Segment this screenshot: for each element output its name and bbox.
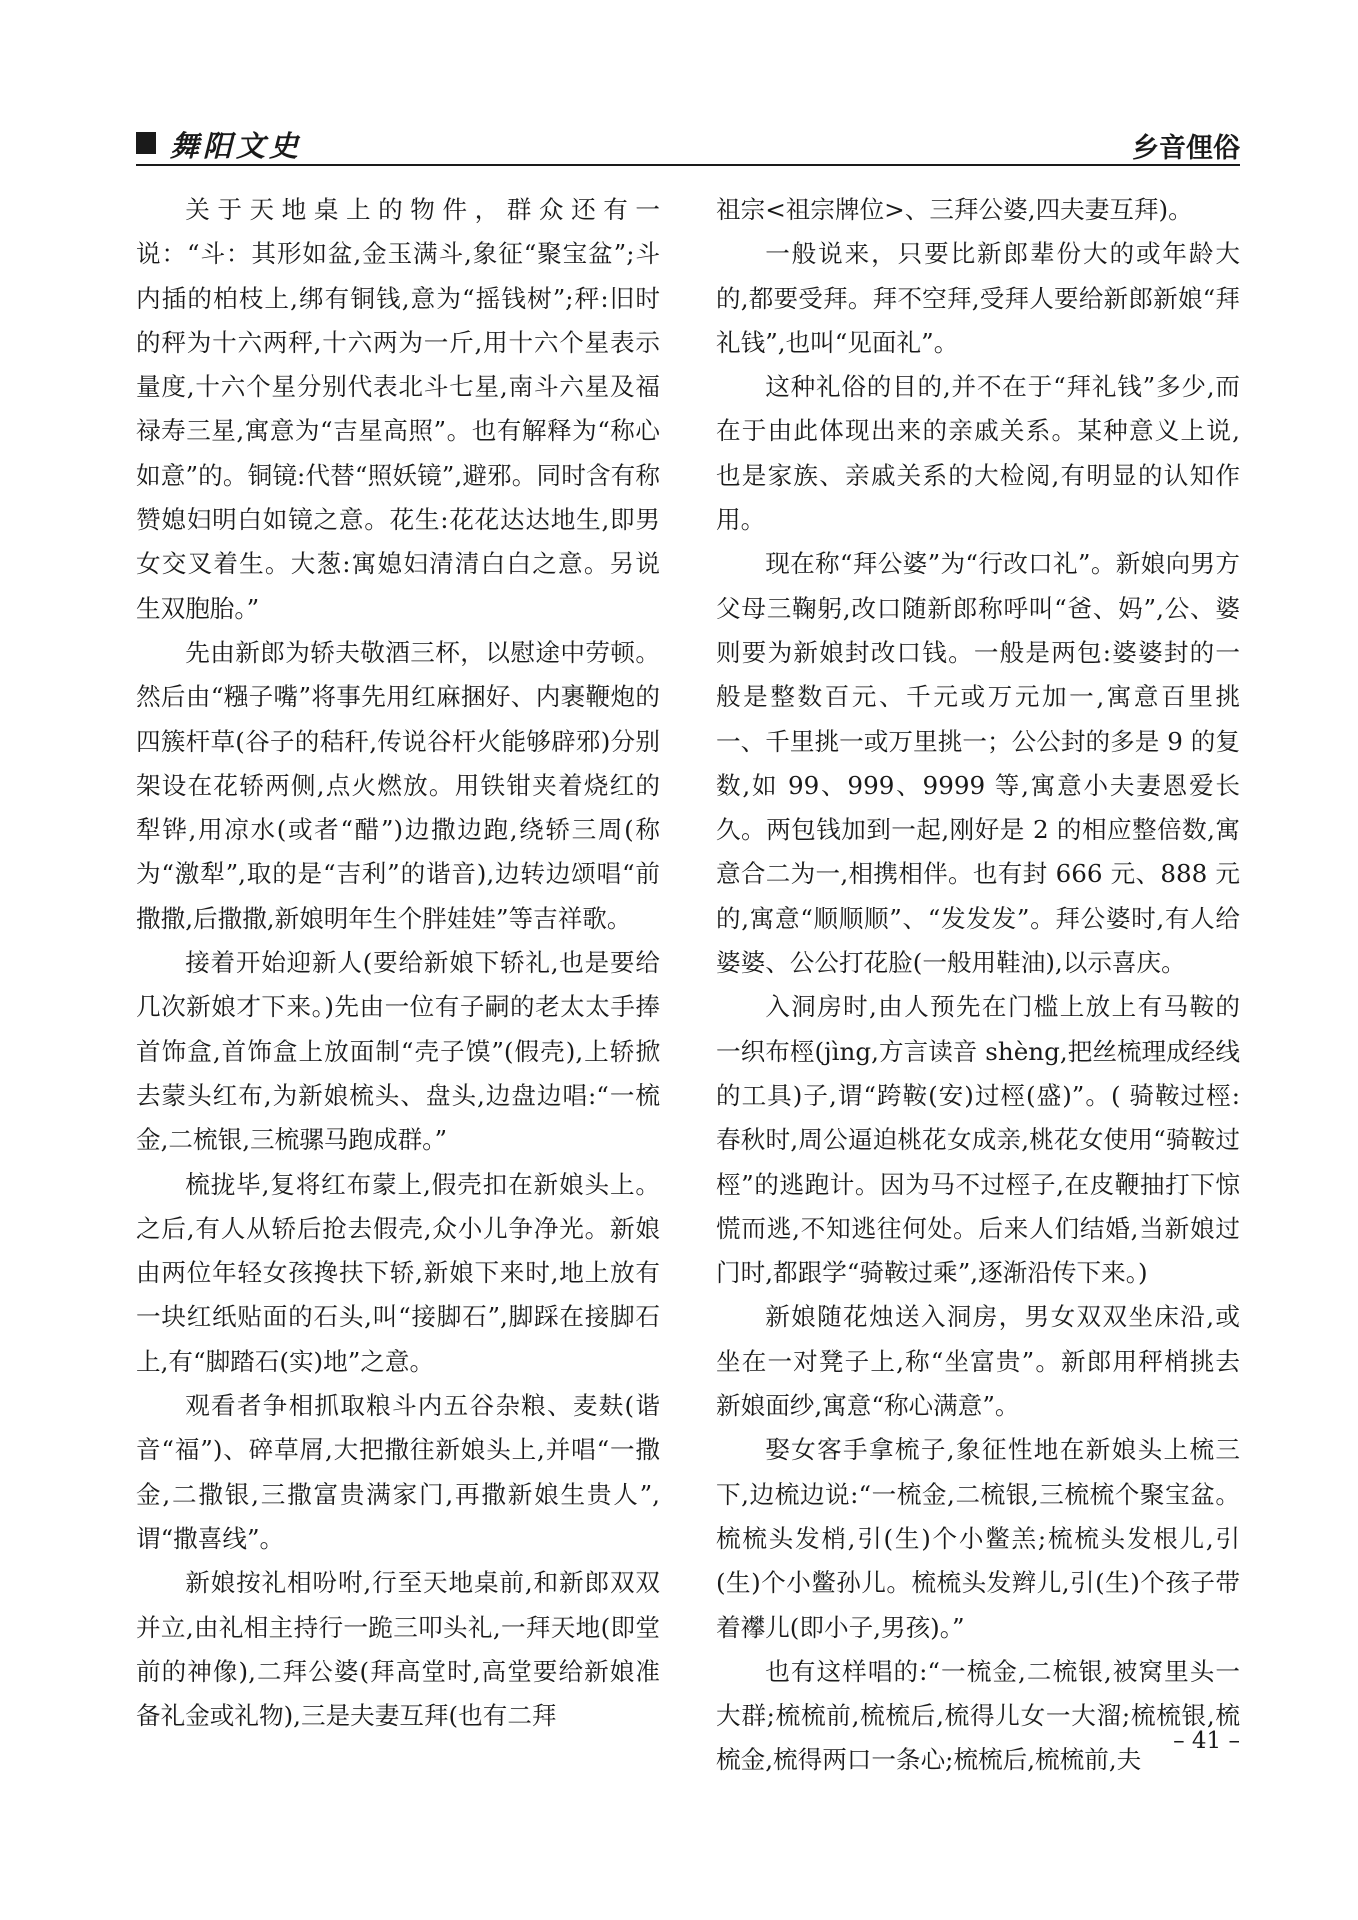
paragraph: 这种礼俗的目的,并不在于“拜礼钱”多少,而在于由此体现出来的亲戚关系。某种意义上说,也是家族、亲戚关系的大检阅,有明显的认知作用。 xyxy=(716,372,1240,535)
paragraph: 先由新郎为轿夫敬酒三杯，以慰途中劳顿。然后由“糨子嘴”将事先用红麻捆好、内裹鞭炮的四簇杆草(谷子的秸秆,传说谷杆火能够辟邪)分别架设在花轿两侧,点火燃放。用铁钳夹着烧红的犁铧,用凉水(或者“醋”)边撒边跑,绕轿三周(称为“激犁”,取的是“吉利”的谐音),边转边颂唱“前撒撒,后撒撒,新娘明年生个胖娃娃”等吉祥歌。 xyxy=(136,637,660,933)
paragraph: 新娘按礼相吩咐,行至天地桌前,和新郎双双并立,由礼相主持行一跪三叩头礼,一拜天地(即堂前的神像),二拜公婆(拜高堂时,高堂要给新娘准备礼金或礼物),三是夫妻互拜(也有二拜 xyxy=(136,1568,660,1731)
paragraph: 现在称“拜公婆”为“行改口礼”。新娘向男方父母三鞠躬,改口随新郎称呼叫“爸、妈”,公、婆则要为新娘封改口钱。一般是两包:婆婆封的一般是整数百元、千元或万元加一,寓意百里挑一、千里挑一或万里挑一；公公封的多是 9 的复数,如 99、999、9999 等,寓意小夫妻恩爱长久。两包钱加到一起,刚好是 2 的相应整倍数,寓意合二为一,相携相伴。也有封 666 元、888 元的,寓意“顺顺顺”、“发发发”。拜公婆时,有人给婆婆、公公打花脸(一般用鞋油),以示喜庆。 xyxy=(716,549,1240,978)
section-title: 乡音俚俗 xyxy=(1132,133,1240,164)
left-column xyxy=(136,188,660,1731)
header-rule xyxy=(136,164,1240,166)
header-square-mark xyxy=(136,132,156,154)
paragraph: 接着开始迎新人(要给新娘下轿礼,也是要给几次新娘才下来。)先由一位有子嗣的老太太手捧首饰盒,首饰盒上放面制“壳子馍”(假壳),上轿掀去蒙头红布,为新娘梳头、盘头,边盘边唱:“一梳金,二梳银,三梳骡马跑成群。” xyxy=(136,948,660,1155)
paragraph: 梳拢毕,复将红布蒙上,假壳扣在新娘头上。之后,有人从轿后抢去假壳,众小儿争净光。新娘由两位年轻女孩搀扶下轿,新娘下来时,地上放有一块红纸贴面的石头,叫“接脚石”,脚踩在接脚石上,有“脚踏石(实)地”之意。 xyxy=(136,1169,660,1376)
running-header xyxy=(136,122,1240,162)
paragraph: 一般说来，只要比新郎辈份大的或年龄大的,都要受拜。拜不空拜,受拜人要给新郎新娘“拜礼钱”,也叫“见面礼”。 xyxy=(716,239,1240,357)
paragraph-continuation: 祖宗<祖宗牌位>、三拜公婆,四夫妻互拜)。 xyxy=(716,195,1193,224)
paragraph: 入洞房时,由人预先在门槛上放上有马鞍的一织布桱(jìng,方言读音 shèng,把丝梳理成经线的工具)子,谓“跨鞍(安)过桱(盛)”。( 骑鞍过桱:春秋时,周公逼迫桃花女成亲,桃花女使用“骑鞍过桱”的逃跑计。因为马不过桱子,在皮鞭抽打下惊慌而逃,不知逃往何处。后来人们结婚,当新娘过门时,都跟学“骑鞍过乘”,逐渐沿传下来。) xyxy=(716,992,1240,1288)
journal-title: 舞阳文史 xyxy=(170,129,303,163)
paragraph: 也有这样唱的:“一梳金,二梳银,被窝里头一大群;梳梳前,梳梳后,梳得儿女一大溜;梳梳银,梳梳金,梳得两口一条心;梳梳后,梳梳前,夫 xyxy=(716,1656,1240,1775)
paragraph: 娶女客手拿梳子,象征性地在新娘头上梳三下,边梳边说:“一梳金,二梳银,三梳梳个聚宝盆。梳梳头发梢,引(生)个小鳖羔;梳梳头发根儿,引(生)个小鳖孙儿。梳梳头发辫儿,引(生)个孩子带着襻儿(即小子,男孩)。” xyxy=(716,1435,1240,1642)
page-number: – 41 – xyxy=(1173,1728,1240,1754)
paragraph: 新娘随花烛送入洞房，男女双双坐床沿,或坐在一对凳子上,称“坐富贵”。新郎用秤梢挑去新娘面纱,寓意“称心满意”。 xyxy=(716,1302,1240,1421)
paragraph: 关于天地桌上的物件，群众还有一说：“斗：其形如盆,金玉满斗,象征“聚宝盆”;斗内插的柏枝上,绑有铜钱,意为“摇钱树”;秤:旧时的秤为十六两秤,十六两为一斤,用十六个星表示量度,十六个星分别代表北斗七星,南斗六星及福禄寿三星,寓意为“吉星高照”。也有解释为“称心如意”的。铜镜:代替“照妖镜”,避邪。同时含有称赞媳妇明白如镜之意。花生:花花达达地生,即男女交叉着生。大葱:寓媳妇清清白白之意。另说生双胞胎。” xyxy=(136,195,660,623)
paragraph: 观看者争相抓取粮斗内五谷杂粮、麦麸(谐音“福”)、碎草屑,大把撒往新娘头上,并唱“一撒金,二撒银,三撒富贵满家门,再撒新娘生贵人”,谓“撒喜线”。 xyxy=(136,1391,660,1553)
